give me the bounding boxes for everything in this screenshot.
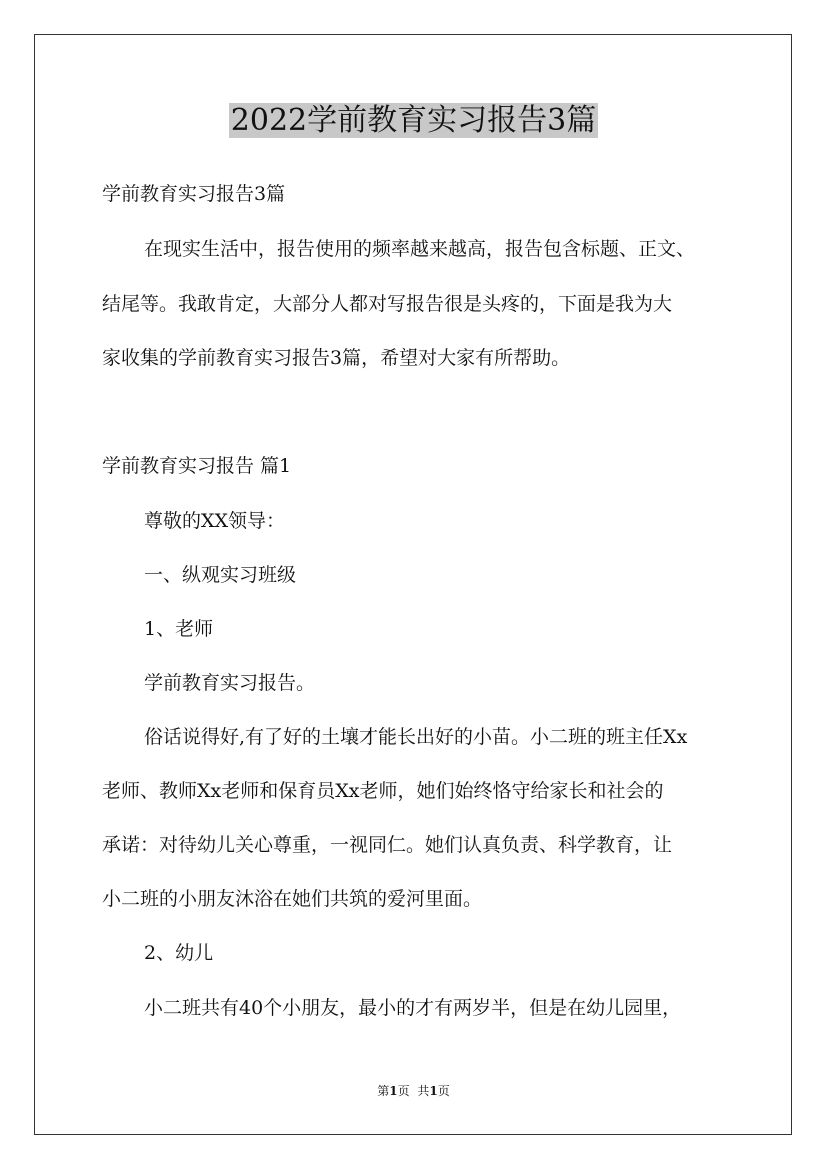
document-title-text: 2022学前教育实习报告3篇	[230, 103, 597, 138]
subheading: 1、老师	[144, 618, 214, 640]
body-line: 结尾等。我敢肯定，大部分人都对写报告很是头疼的，下面是我为大	[102, 293, 673, 315]
total-prefix: 共	[417, 1084, 430, 1098]
body-line: 学前教育实习报告。	[144, 672, 316, 694]
subheading: 一、纵观实习班级	[144, 564, 297, 586]
page-footer	[0, 1083, 827, 1099]
page-suffix: 页	[397, 1084, 410, 1098]
total-pages: 1	[429, 1084, 438, 1098]
body-line: 老师、教师Xx老师和保育员Xx老师，她们始终恪守给家长和社会的	[102, 780, 664, 802]
body-line: 小二班的小朋友沐浴在她们共筑的爱河里面。	[102, 888, 483, 910]
document-subtitle: 学前教育实习报告3篇	[102, 183, 286, 205]
section-heading: 学前教育实习报告 篇1	[102, 455, 292, 477]
body-line: 承诺：对待幼儿关心尊重，一视同仁。她们认真负责、科学教育，让	[102, 834, 673, 856]
subheading: 2、幼儿	[144, 942, 214, 964]
total-suffix: 页	[437, 1084, 450, 1098]
page-number: 1	[389, 1084, 398, 1098]
document-title	[0, 100, 827, 142]
body-line: 小二班共有40个小朋友，最小的才有两岁半，但是在幼儿园里，	[144, 997, 682, 1019]
salutation: 尊敬的XX领导：	[144, 510, 286, 532]
body-line: 俗话说得好,有了好的土壤才能长出好的小苗。小二班的班主任Xx	[144, 726, 688, 748]
page-prefix: 第	[377, 1084, 390, 1098]
body-line: 家收集的学前教育实习报告3篇，希望对大家有所帮助。	[102, 347, 571, 369]
body-line: 在现实生活中，报告使用的频率越来越高，报告包含标题、正文、	[144, 238, 696, 260]
